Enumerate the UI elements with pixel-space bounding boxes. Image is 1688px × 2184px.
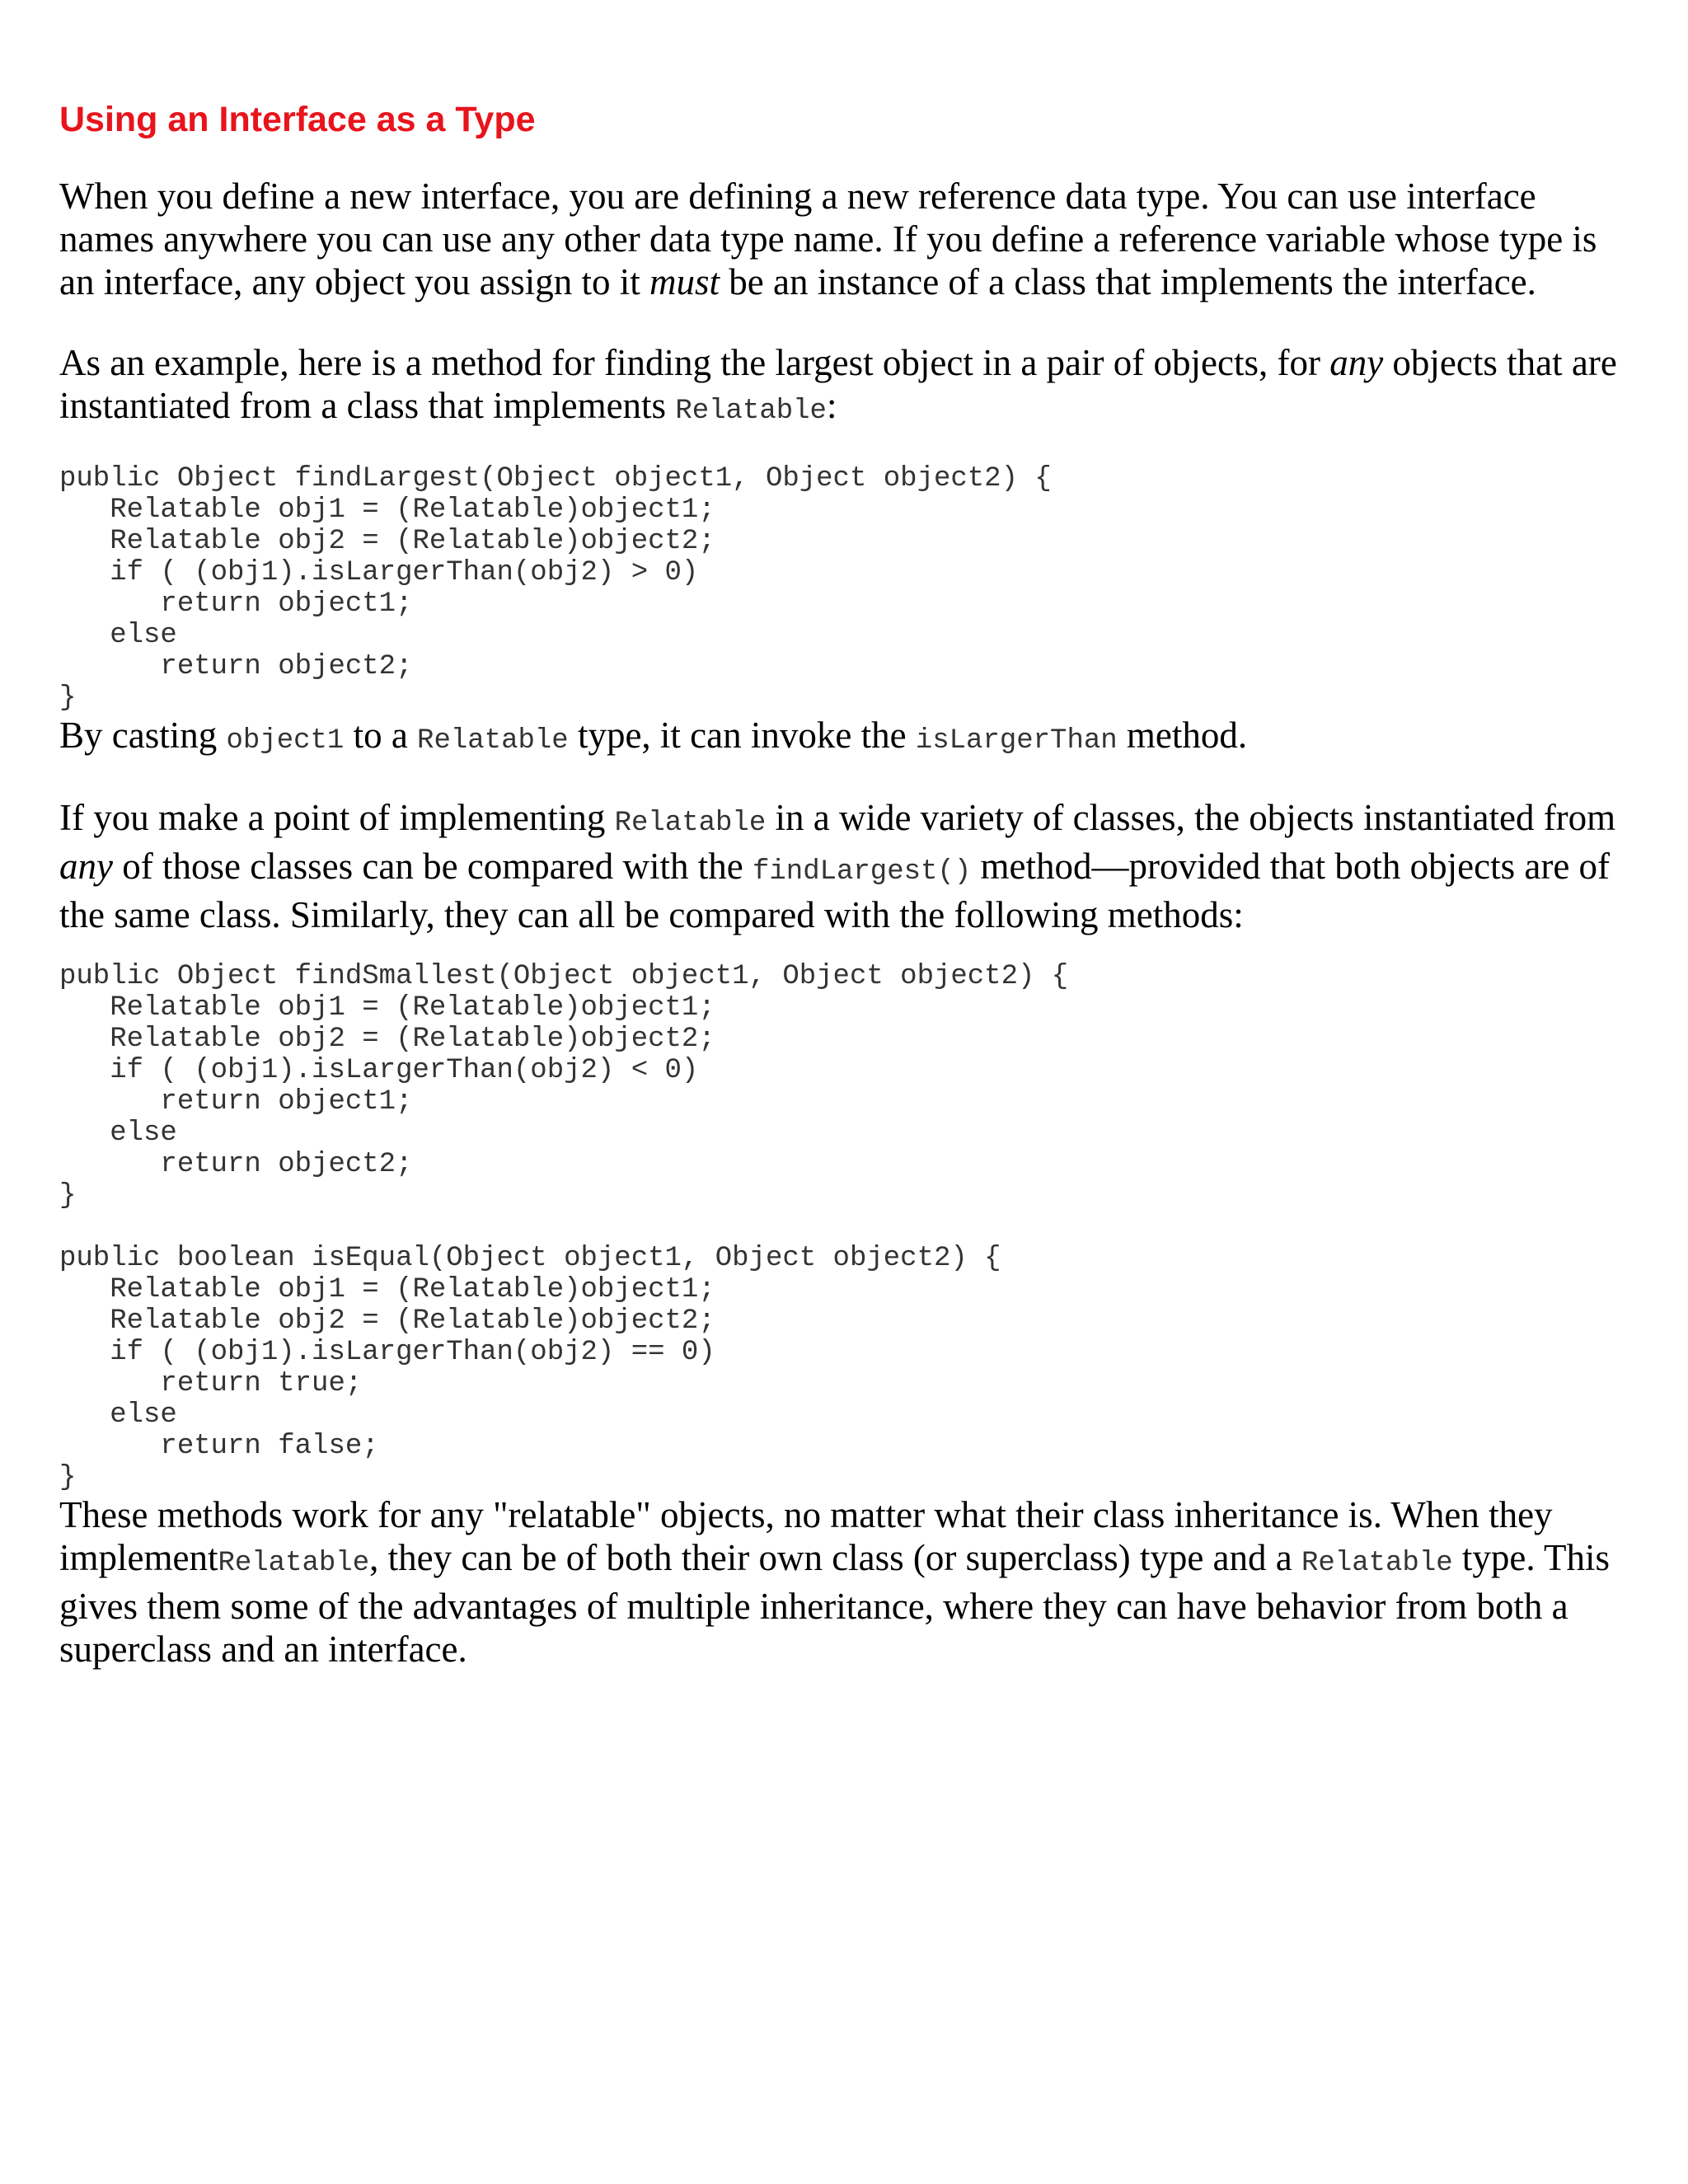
inline-code-relatable: Relatable [1301, 1548, 1453, 1579]
example-text-b: objects that are instantiated from a class that implements [59, 342, 1617, 426]
summary-text-a: These methods work for any "relatable" objects, no matter what their class inheritance is. When they implement [59, 1494, 1553, 1578]
inline-code-relatable: Relatable [614, 808, 767, 839]
code-find-smallest: public Object findSmallest(Object object1, Object object2) { Relatable obj1 = (Relatable)object1; Relatable obj2 = (Relatable)object2; if ( (obj1).isLargerThan(obj2) < 0) return object1; else return object2; } [59, 961, 1069, 1212]
inline-code-relatable: Relatable [675, 396, 827, 427]
emphasis-any: any [1329, 342, 1384, 383]
intro-text-a: When you define a new interface, you are defining a new reference data type. You can use interface names anywhere you can use any other data type name. If you define a reference variable whose type is an interface, any object you assign to it [59, 176, 1597, 302]
implementing-text-a: If you make a point of implementing [59, 797, 615, 838]
inline-code-findlargest: findLargest() [752, 856, 972, 888]
casting-paragraph [59, 714, 1634, 762]
inline-code-relatable: Relatable [218, 1548, 370, 1579]
implementing-paragraph [59, 796, 1634, 936]
inline-code-relatable: Relatable [417, 725, 569, 757]
example-paragraph [59, 341, 1634, 433]
implementing-text-d: method—provided that both objects are of the same class. Similarly, they can all be compared with the following methods: [59, 846, 1611, 935]
casting-text-b: to a [344, 715, 418, 756]
code-find-largest: public Object findLargest(Object object1, Object object2) { Relatable obj1 = (Relatable)object1; Relatable obj2 = (Relatable)object2; if ( (obj1).isLargerThan(obj2) > 0) return object1; else return object2; } [59, 463, 1052, 714]
emphasis-must: must [649, 261, 720, 302]
intro-paragraph [59, 175, 1634, 303]
summary-paragraph [59, 1493, 1634, 1671]
summary-text-c: type. This gives them some of the advantages of multiple inheritance, where they can have behavior from both a superclass and an interface. [59, 1537, 1611, 1670]
casting-text-c: type, it can invoke the [568, 715, 916, 756]
inline-code-object1: object1 [226, 725, 345, 757]
emphasis-any: any [59, 846, 113, 887]
casting-text-a: By casting [59, 715, 227, 756]
example-text-a: As an example, here is a method for finding the largest object in a pair of objects, for [59, 342, 1330, 383]
casting-text-d: method. [1117, 715, 1248, 756]
implementing-text-c: of those classes can be compared with the [112, 846, 753, 887]
summary-text-b: , they can be of both their own class (or superclass) type and a [369, 1537, 1301, 1578]
implementing-text-b: in a wide variety of classes, the objects instantiated from [766, 797, 1616, 838]
section-heading: Using an Interface as a Type [59, 100, 536, 139]
example-text-c: : [826, 385, 837, 426]
intro-text-b: be an instance of a class that implements the interface. [720, 261, 1536, 302]
inline-code-islargerthan: isLargerThan [915, 725, 1118, 757]
code-is-equal: public boolean isEqual(Object object1, Object object2) { Relatable obj1 = (Relatable)object1; Relatable obj2 = (Relatable)object2; if ( (obj1).isLargerThan(obj2) == 0) return true; else return false; } [59, 1243, 1001, 1493]
